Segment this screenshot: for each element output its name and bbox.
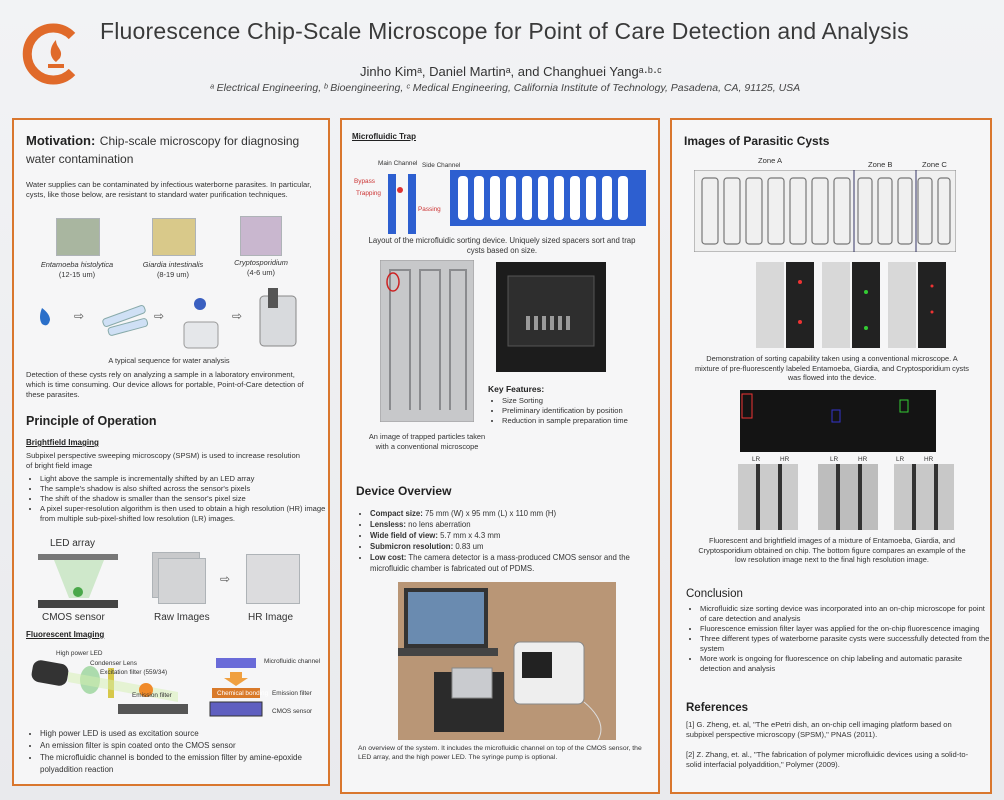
poster-title: Fluorescence Chip-Scale Microscope for Point of Care Detection and Analysis (100, 18, 909, 44)
sequence-caption: A typical sequence for water analysis (108, 356, 230, 365)
brightfield-list (26, 474, 326, 524)
fluor-caption: Fluorescent and brightfield images of a mixture of Entamoeba, Giardia, and Cryptosporidium obtained on chip. The bottom figure compares an example of the low resolution image next to the final high resolution image. (698, 536, 966, 564)
hr-label-3: HR (924, 456, 934, 463)
cyst-label-3: Cryptosporidium (4-6 um) (234, 258, 288, 277)
motivation-subheading: Chip-scale microscopy for diagnosing water contamination (26, 134, 300, 166)
arrow-icon: ⇨ (74, 309, 85, 323)
list-item: • The sample's shadow is also shifted across the sensor's pixels (40, 484, 326, 494)
list-item: • Preliminary identification by position (502, 406, 662, 416)
fluorescent-brightfield-strip (740, 390, 936, 452)
zone-b-label: Zone B (868, 160, 893, 169)
hr-image (246, 554, 300, 604)
device-overview-heading: Device Overview (356, 484, 452, 498)
principle-heading: Principle of Operation (26, 414, 157, 428)
raw-image-stack (158, 558, 206, 604)
list-item: • Three different types of waterborne parasite cysts were successfully detected from the system (700, 634, 992, 654)
list-item: • A pixel super-resolution algorithm is then used to obtain a high resolution (HR) image from multiple sub-pixel-shifted low resolution (LR) images. (40, 504, 326, 524)
sorting-caption: Demonstration of sorting capability taken using a conventional microscope. A mixture of pre-fluorescently labeled Entamoeba, Giardia, and Cryptosporidium cysts was flowed into the device. (695, 354, 969, 382)
right-panel (670, 118, 992, 794)
conclusion-list (686, 604, 992, 674)
reference-1: [1] G. Zheng, et. al, "The ePetri dish, an on-chip cell imaging platform based on subpixel perspective microscopy (SPSM)," PNAS (2011). (686, 720, 952, 739)
bypass-label: Bypass (354, 178, 375, 185)
zone-a-label: Zone A (758, 156, 783, 165)
cyst-label-1: Entamoeba histolytica (12-15 um) (40, 260, 114, 279)
list-item: • Low cost: The camera detector is a mass-produced CMOS sensor and the microfluidic chamber is fabricated out of PDMS. (370, 552, 660, 574)
affiliation: ᵃ Electrical Engineering, ᵇ Bioengineering, ᶜ Medical Engineering, California Institute of Technology, Pasadena, CA, 91125, USA (210, 82, 801, 94)
hr-image-label: HR Image (248, 612, 294, 623)
chip-layers-diagram (202, 654, 272, 720)
zone-c-label: Zone C (922, 160, 947, 169)
device-overview-list (356, 508, 660, 574)
list-item: • Lensless: no lens aberration (370, 519, 660, 530)
giardia-image (152, 218, 196, 256)
motivation-title (26, 132, 316, 168)
sorting-zones-diagram (694, 170, 956, 252)
fluorescent-list (26, 728, 330, 776)
emission-filter-label-2: Emission filter (272, 690, 312, 697)
lr-label-3: LR (896, 456, 905, 463)
arrow-icon: ⇨ (232, 309, 243, 323)
passing-label: Passing (418, 206, 441, 213)
list-item: • An emission filter is spin coated onto the CMOS sensor (40, 740, 330, 752)
system-caption: An overview of the system. It includes the microfluidic channel on top of the CMOS sensor, the LED array, and the high power LED. The syringe pump is optional. (358, 745, 642, 761)
brightfield-heading: Brightfield Imaging (26, 438, 99, 447)
trapped-particles-image (380, 260, 474, 422)
list-item: • More work is ongoing for fluorescence on chip labeling and automatic parasite detection and analysis (700, 654, 992, 674)
entamoeba-image (56, 218, 100, 256)
lr-label-1: LR (752, 456, 761, 463)
reference-2: [2] Z. Zhang, et. al., "The fabrication of polymer microfluidic devices using a solid-to-solid interfacial polyaddition," Polymer (2009). (686, 750, 969, 769)
high-power-led-label: High power LED (56, 650, 103, 657)
led-array-label: LED array (50, 538, 96, 549)
references-heading: References (686, 702, 749, 714)
list-item: • The microfluidic channel is bonded to the emission filter by amine-epoxide polyaddition reaction (40, 752, 330, 776)
list-item: • Compact size: 75 mm (W) x 95 mm (L) x 110 mm (H) (370, 508, 660, 519)
brightfield-text: Subpixel perspective sweeping microscopy (SPSM) is used to increase resolution of bright field image (26, 451, 300, 470)
condenser-label: Condenser Lens (90, 660, 137, 667)
list-item: • High power LED is used as excitation source (40, 728, 330, 740)
centrifuge-icon (184, 322, 218, 348)
list-item: • Size Sorting (502, 396, 662, 406)
chemical-bonding-label: Chemical bonding (217, 690, 269, 697)
motivation-text: Water supplies can be contaminated by infectious waterborne parasites. In particular, cysts, like those below, are resistant to standard water purification techniques. (26, 180, 312, 199)
detection-text: Detection of these cysts rely on analyzing a sample in a laboratory environment, which is time consuming. Our device allows for portable, Point-of-Care detection of these parasites. (26, 370, 304, 399)
side-channel-label: Side Channel (422, 162, 461, 169)
motivation-heading: Motivation: (26, 133, 96, 148)
trap-heading: Microfluidic Trap (352, 132, 417, 141)
excitation-filter-label: Excitation filter (559/34) (100, 669, 168, 676)
water-analysis-sequence (24, 288, 314, 354)
caltech-logo-icon (20, 22, 84, 86)
main-channel-label: Main Channel (378, 160, 418, 167)
fluorescent-setup-diagram (28, 646, 198, 722)
hr-label-1: HR (780, 456, 790, 463)
conclusion-heading: Conclusion (686, 588, 743, 600)
cmos-sensor-label-2: CMOS sensor (272, 708, 313, 715)
lr-label-2: LR (830, 456, 839, 463)
water-drop-icon (40, 308, 50, 325)
middle-panel (340, 118, 660, 794)
trap-caption: Layout of the microfluidic sorting device. Uniquely sized spacers sort and trap cysts based on size. (368, 236, 636, 255)
microfluidic-channel-label: Microfluidic channel (264, 658, 321, 665)
list-item: • Submicron resolution: 0.83 um (370, 541, 660, 552)
system-photo (398, 582, 616, 740)
list-item: • Microfluidic size sorting device was incorporated into an on-chip microscope for point of care detection and analysis (700, 604, 992, 624)
cyst-label-2: Giardia intestinalis (8-19 um) (142, 260, 204, 279)
raw-images-label: Raw Images (154, 612, 210, 623)
device-photo (496, 262, 606, 372)
hr-label-2: HR (858, 456, 868, 463)
list-item: • Wide field of view: 5.7 mm x 4.3 mm (370, 530, 660, 541)
emission-filter-label: Emission filter (132, 692, 172, 699)
images-heading: Images of Parasitic Cysts (684, 134, 830, 148)
cmos-sensor-label: CMOS sensor (42, 612, 105, 623)
list-item: • The shift of the shadow is smaller than the sensor's pixel size (40, 494, 326, 504)
left-panel (12, 118, 330, 786)
arrow-icon: ⇨ (154, 309, 165, 323)
fluorescent-cyst-images (756, 262, 956, 348)
trapping-label: Trapping (356, 190, 381, 197)
key-features-list (488, 396, 662, 426)
key-features-heading: Key Features: (488, 384, 545, 394)
centrifuge-cap-icon (194, 298, 206, 310)
particles-caption: An image of trapped particles taken with a conventional microscope (368, 432, 486, 451)
list-item: • Reduction in sample preparation time (502, 416, 662, 426)
lr-hr-comparison (738, 464, 958, 530)
list-item: • Light above the sample is incrementally shifted by an LED array (40, 474, 326, 484)
authors: Jinho Kimᵃ, Daniel Martinᵃ, and Changhuei Yangᵃ·ᵇ·ᶜ (360, 64, 662, 79)
cryptosporidium-image (240, 216, 282, 256)
list-item: • Fluorescence emission filter layer was applied for the on-chip fluorescence imaging (700, 624, 992, 634)
fluorescent-heading: Fluorescent Imaging (26, 630, 105, 639)
led-array-diagram (34, 552, 124, 610)
arrow-icon: ⇨ (220, 572, 231, 586)
